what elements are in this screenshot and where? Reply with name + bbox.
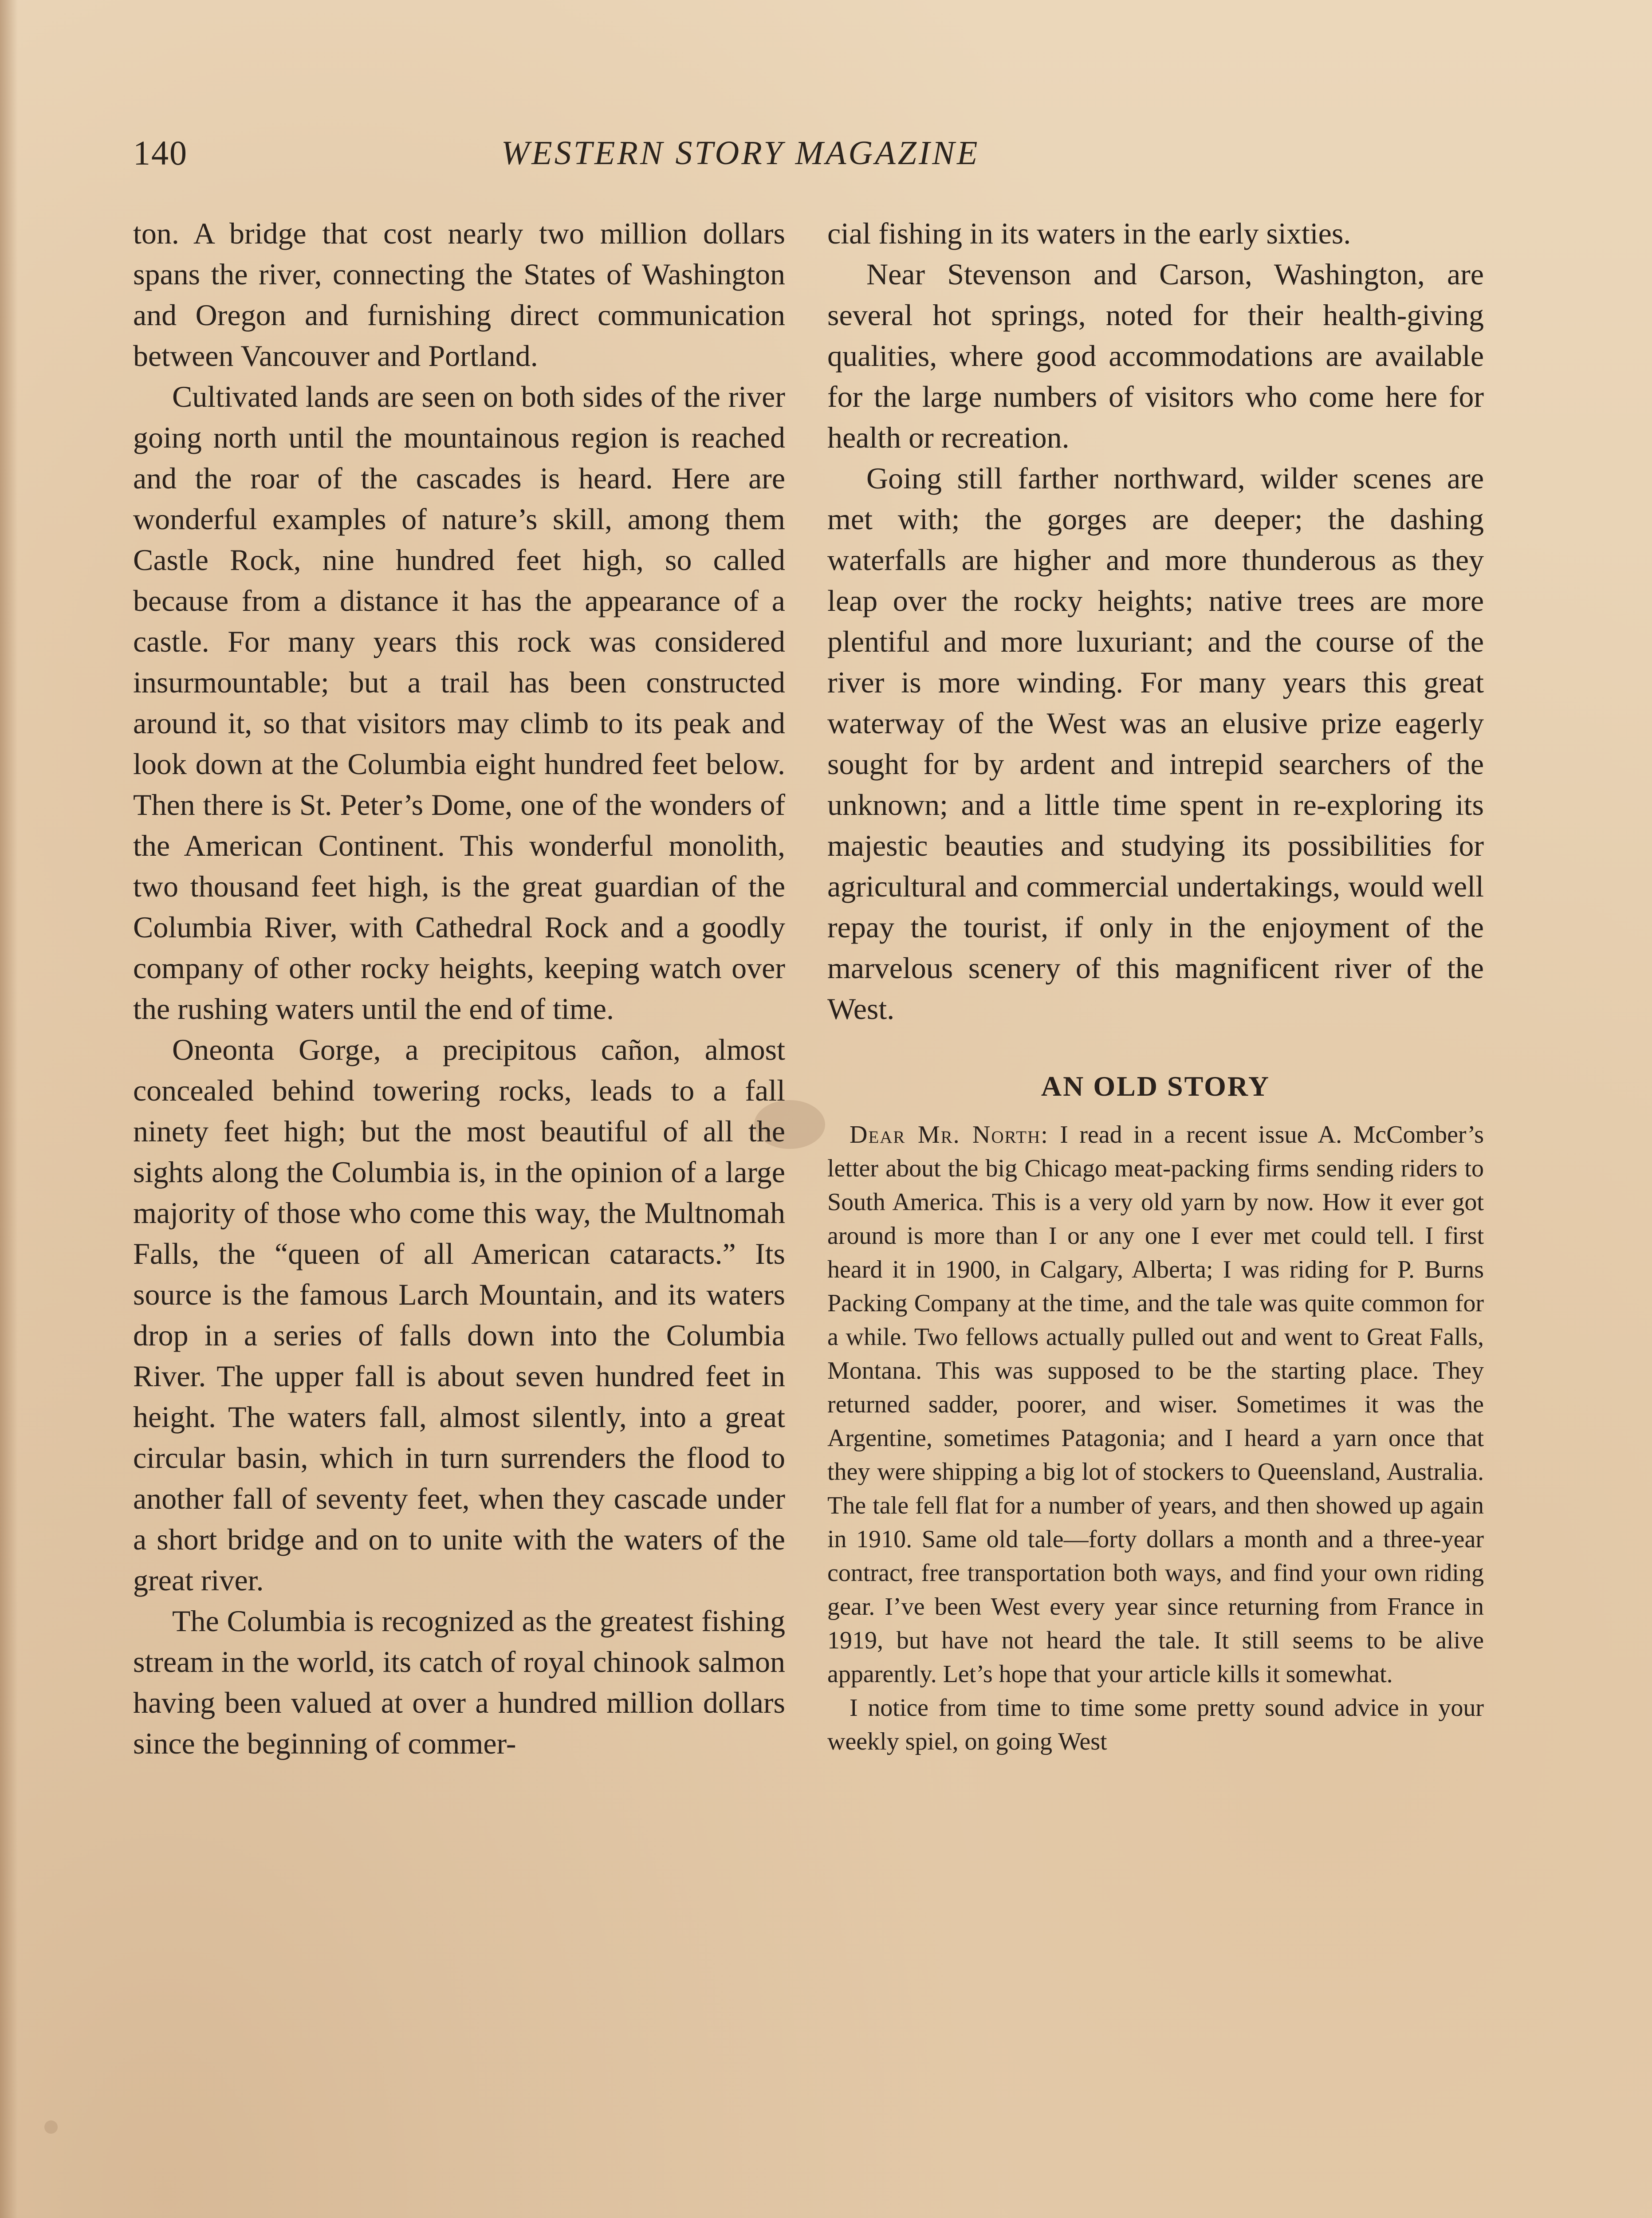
page-header bbox=[0, 133, 1652, 182]
section-title: AN OLD STORY bbox=[1041, 1070, 1270, 1102]
paragraph: Near Stevenson and Carson, Washington, are several hot springs, noted for their health-giving qualities, where good accommodations are available for the large numbers of visitors who come here for health or recreation. bbox=[827, 257, 1484, 454]
page-edge-shadow bbox=[0, 0, 18, 2218]
letter-body: I read in a recent issue A. McComber’s letter about the big Chicago meat-packing firms sending riders to South America. This is a very old yarn by now. How it ever got around is more than I or any one I ever met could tell. I first heard it in 1900, in Calgary, Alberta; I was riding for P. Burns Packing Company at the time, and the tale was quite common for a while. Two fellows actually pulled out and went to Great Falls, Montana. This was supposed to be the starting place. They returned sadder, poorer, and wiser. Sometimes it was the Argentine, sometimes Patagonia; and I heard a yarn once that they were shipping a big lot of stockers to Queensland, Australia. The tale fell flat for a number of years, and then showed up again in 1910. Same old tale—forty dollars a month and a three-year contract, free transportation both ways, and find your own riding gear. I’ve been West every year since returning from France in 1919, but have not heard the tale. It still seems to be alive apparently. Let’s hope that your article kills it somewhat. bbox=[827, 1121, 1484, 1688]
letter-salutation: Dear Mr. North: bbox=[850, 1121, 1049, 1148]
paragraph: Cultivated lands are seen on both sides of the river going north until the mountainous region is reached and the roar of the cascades is heard. Here are wonderful examples of nature’s skill, among them Castle Rock, nine hundred feet high, so called because from a distance it has the appearance of a castle. For many years this rock was considered insurmountable; but a trail has been constructed around it, so that visitors may climb to its peak and look down at the Columbia eight hundred feet below. Then there is St. Peter’s Dome, one of the wonders of the American Continent. This wonderful monolith, two thousand feet high, is the great guardian of the Columbia River, with Cathedral Rock and a goodly company of other rocky heights, keeping watch over the rushing waters until the end of time. bbox=[133, 380, 785, 1026]
left-column bbox=[133, 213, 785, 1764]
letter-paragraph: I notice from time to time some pretty sound advice in your weekly spiel, on going West bbox=[827, 1694, 1484, 1755]
paragraph: cial fishing in its waters in the early sixties. bbox=[827, 216, 1351, 250]
paragraph: The Columbia is recognized as the greatest fishing stream in the world, its catch of royal chinook salmon having been valued at over a hundred million dollars since the beginning of commer- bbox=[133, 1604, 785, 1760]
paragraph: ton. A bridge that cost nearly two million dollars spans the river, connecting the States of Washington and Oregon and furnishing direct communication between Vancouver and Portland. bbox=[133, 216, 785, 373]
running-head: WESTERN STORY MAGAZINE bbox=[501, 134, 980, 172]
right-column bbox=[827, 213, 1484, 1758]
paper-stain bbox=[44, 2120, 58, 2134]
paragraph: Going still farther northward, wilder scenes are met with; the gorges are deeper; the dashing waterfalls are higher and more thunderous as they leap over the rocky heights; native trees are more plentiful and more luxuriant; and the course of the river is more winding. For many years this great waterway of the West was an elusive prize eagerly sought for by ardent and intrepid searchers of the unknown; and a little time spent in re-exploring its majestic beauties and studying its possibilities for agricultural and commercial undertakings, would well repay the tourist, if only in the enjoyment of the marvelous scenery of this magnificent river of the West. bbox=[827, 461, 1484, 1026]
paragraph: Oneonta Gorge, a precipitous cañon, almost concealed behind towering rocks, leads to a fall ninety feet high; but the most beautiful of all the sights along the Columbia is, in the opinion of a large majority of those who come this way, the Multnomah Falls, the “queen of all American cataracts.” Its source is the famous Larch Mountain, and its waters drop in a series of falls down into the Columbia River. The upper fall is about seven hundred feet in height. The waters fall, almost silently, into a great circular basin, which in turn surrenders the flood to another fall of seventy feet, when they cascade under a short bridge and on to unite with the waters of the great river. bbox=[133, 1033, 785, 1597]
page-number: 140 bbox=[133, 134, 188, 172]
letter-paragraph bbox=[827, 1118, 1484, 1691]
